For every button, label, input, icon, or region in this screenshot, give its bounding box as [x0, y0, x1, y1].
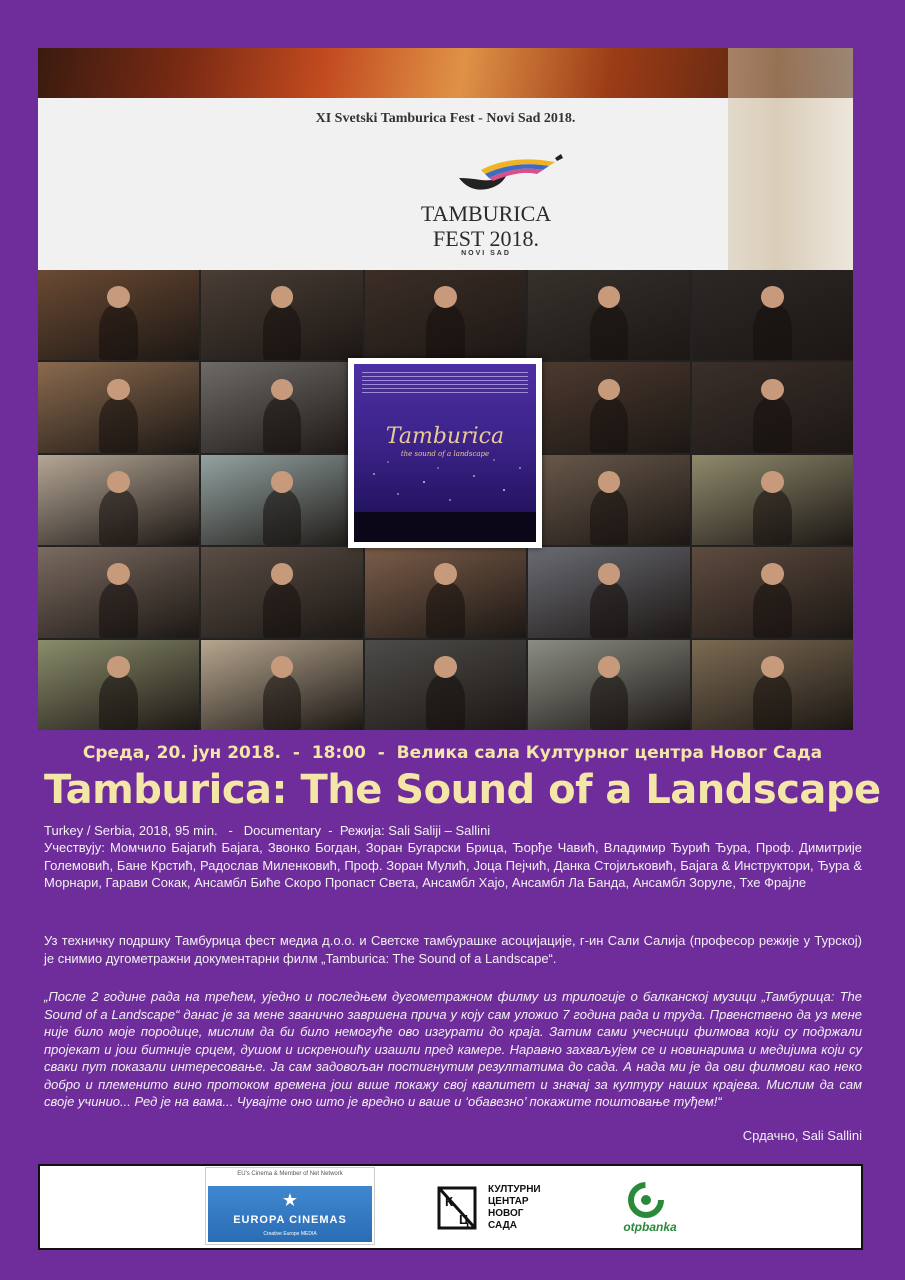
person-silhouette	[753, 674, 792, 730]
film-still	[692, 455, 853, 545]
person-silhouette	[263, 582, 302, 638]
film-still	[201, 362, 362, 452]
event-time: 18:00	[311, 743, 366, 763]
film-still	[201, 455, 362, 545]
person-head	[761, 656, 784, 678]
film-title: Tamburica: The Sound of a Landscape	[44, 767, 881, 813]
europa-cinemas-logo	[205, 1167, 375, 1245]
kc-line: КУЛТУРНИ	[488, 1184, 541, 1195]
dvd-cover-art	[354, 364, 536, 542]
signature: Срдачно, Sali Sallini	[742, 1128, 862, 1143]
festival-banner	[38, 48, 853, 270]
svg-text:К: К	[445, 1194, 453, 1209]
europa-cinemas-network: EU's Cinema & Member of Net Network	[237, 1171, 343, 1177]
person-silhouette	[590, 304, 629, 360]
person-silhouette	[263, 674, 302, 730]
person-head	[598, 563, 621, 585]
person-head	[761, 471, 784, 493]
person-silhouette	[99, 304, 138, 360]
person-silhouette	[263, 304, 302, 360]
event-separator: -	[292, 743, 300, 763]
film-still	[692, 270, 853, 360]
event-venue: Велика сала Културног центра Новог Сада	[396, 743, 823, 763]
kc-logo-text	[488, 1184, 541, 1232]
person-head	[598, 286, 621, 308]
person-head	[434, 656, 457, 678]
festival-title: XI Svetski Tamburica Fest - Novi Sad 2018.	[315, 111, 576, 126]
person-head	[434, 286, 457, 308]
tamburica-neck-photo	[728, 48, 853, 270]
person-head	[107, 563, 130, 585]
film-still	[528, 362, 689, 452]
person-silhouette	[99, 489, 138, 545]
otp-logo-text: otpbanka	[623, 1220, 677, 1234]
film-country-year: Turkey / Serbia, 2018, 95 min.	[44, 823, 218, 838]
film-still	[528, 455, 689, 545]
europa-cinemas-name: EUROPA CINEMAS	[233, 1214, 347, 1226]
person-silhouette	[99, 397, 138, 453]
film-meta	[44, 823, 864, 838]
person-silhouette	[426, 674, 465, 730]
person-silhouette	[753, 582, 792, 638]
person-silhouette	[753, 489, 792, 545]
person-head	[107, 471, 130, 493]
film-still	[38, 547, 199, 637]
kc-line: ЦЕНТАР	[488, 1196, 529, 1207]
film-still	[692, 362, 853, 452]
person-silhouette	[426, 582, 465, 638]
person-head	[434, 563, 457, 585]
person-head	[107, 286, 130, 308]
film-still	[692, 547, 853, 637]
svg-text:Ц: Ц	[459, 1212, 469, 1227]
europa-cinemas-band	[208, 1186, 372, 1242]
person-silhouette	[99, 674, 138, 730]
person-silhouette	[99, 582, 138, 638]
film-meta-separator: -	[328, 823, 333, 838]
person-head	[761, 286, 784, 308]
film-still	[365, 640, 526, 730]
film-still	[38, 640, 199, 730]
person-head	[271, 656, 294, 678]
person-silhouette	[590, 489, 629, 545]
kc-logo-icon	[435, 1184, 479, 1232]
star-icon: ★	[281, 1190, 299, 1211]
person-silhouette	[590, 397, 629, 453]
festival-logo-line2: FEST 2018.	[433, 226, 539, 251]
film-still	[528, 640, 689, 730]
participants-text: Учествују: Момчило Бајагић Бајага, Звонко Богдан, Зоран Бугарски Брица, Ђорђе Чавић, Владимир Ђурић Ђура, Проф. Димитрије Големовић, Бане Крстић, Радослав Миленковић, Проф. Зоран Мулић, Јоца Пејчић, Данка Стојиљковић, Бајага & Инструктори, Ђура & Морнари, Гарави Сокак, Ансамбл Биће Скоро Пропаст Света, Ансамбл Хајо, Ансамбл Ла Банда, Ансамбл Зоруле, Тхе Фрајле	[44, 840, 862, 890]
film-still	[528, 547, 689, 637]
dvd-title: Tamburica	[385, 424, 505, 449]
dvd-village-silhouette	[354, 512, 536, 542]
dvd-subtitle: the sound of a landscape	[400, 450, 490, 458]
film-still	[201, 640, 362, 730]
person-silhouette	[590, 582, 629, 638]
event-line	[0, 743, 905, 763]
person-silhouette	[753, 397, 792, 453]
film-still	[528, 270, 689, 360]
film-still	[38, 362, 199, 452]
person-silhouette	[753, 304, 792, 360]
person-head	[271, 471, 294, 493]
person-head	[598, 471, 621, 493]
event-separator: -	[377, 743, 385, 763]
person-head	[271, 379, 294, 401]
sponsors-bar	[38, 1164, 863, 1250]
director-quote: „После 2 године рада на трећем, уједно и последњем дугометражном филму из трилогије о балканској музици „Тамбурица: The Sound of a Landscape“ данас је за мене званично завршена прича у коју сам уложио 7 година рада и труда. Првенствено да уз мене није било моје породице, мислим да би било немогуће ово изгурати до краја. Затим сами учесници филмова који су подржали пројекат и још битније срцем, душом и искреношћу изашли пред камере. Наравно захваљујем се и новинарима и медијима који су сваки пут показали интересовање. Ја сам задовољан постигнутим резултатима до сада. А нада ми је да ови филмови као неко добро и племенито вино протоком времена још више покажу свој квалитет и значај за културу наших крајева. Мислим да сам своје учинио... Ред је на вама... Чувајте оно што је вредно и ваше и ‘обавезно’ покажите поштовање туђем!“	[44, 989, 862, 1109]
film-still	[365, 270, 526, 360]
film-still	[692, 640, 853, 730]
person-head	[107, 379, 130, 401]
otp-logo-icon	[628, 1182, 664, 1218]
kc-line: НОВОГ	[488, 1208, 524, 1219]
film-still	[38, 455, 199, 545]
person-head	[761, 379, 784, 401]
film-director: Режија: Sali Saliji – Sallini	[339, 823, 491, 838]
dvd-cover	[348, 358, 542, 548]
person-head	[271, 563, 294, 585]
person-silhouette	[426, 304, 465, 360]
kc-line: САДА	[488, 1220, 517, 1231]
person-head	[598, 379, 621, 401]
person-head	[761, 563, 784, 585]
film-still	[201, 270, 362, 360]
support-text: Уз техничку подршку Тамбурица фест медиа д.о.о. и Светске тамбурашке асоцијације, г-ин Сали Салија (професор режије у Турској) је снимио дугометражни документарни филм „Tamburica: The Sound of a Landscape“.	[44, 933, 862, 966]
event-date: Среда, 20. јун 2018.	[82, 743, 281, 763]
person-silhouette	[263, 397, 302, 453]
festival-logo-icon	[451, 148, 571, 196]
festival-logo-line1: TAMBURICA	[420, 201, 552, 226]
europa-cinemas-small: Creative Europe MEDIA	[263, 1231, 317, 1237]
film-genre: Documentary	[243, 823, 322, 838]
person-head	[107, 656, 130, 678]
film-still	[365, 547, 526, 637]
film-meta-separator: -	[228, 823, 233, 838]
person-silhouette	[590, 674, 629, 730]
film-still	[38, 270, 199, 360]
festival-logo-city: NOVI SAD	[461, 250, 511, 257]
film-still	[201, 547, 362, 637]
festival-logo-text	[406, 201, 566, 251]
person-head	[598, 656, 621, 678]
person-head	[271, 286, 294, 308]
person-silhouette	[263, 489, 302, 545]
